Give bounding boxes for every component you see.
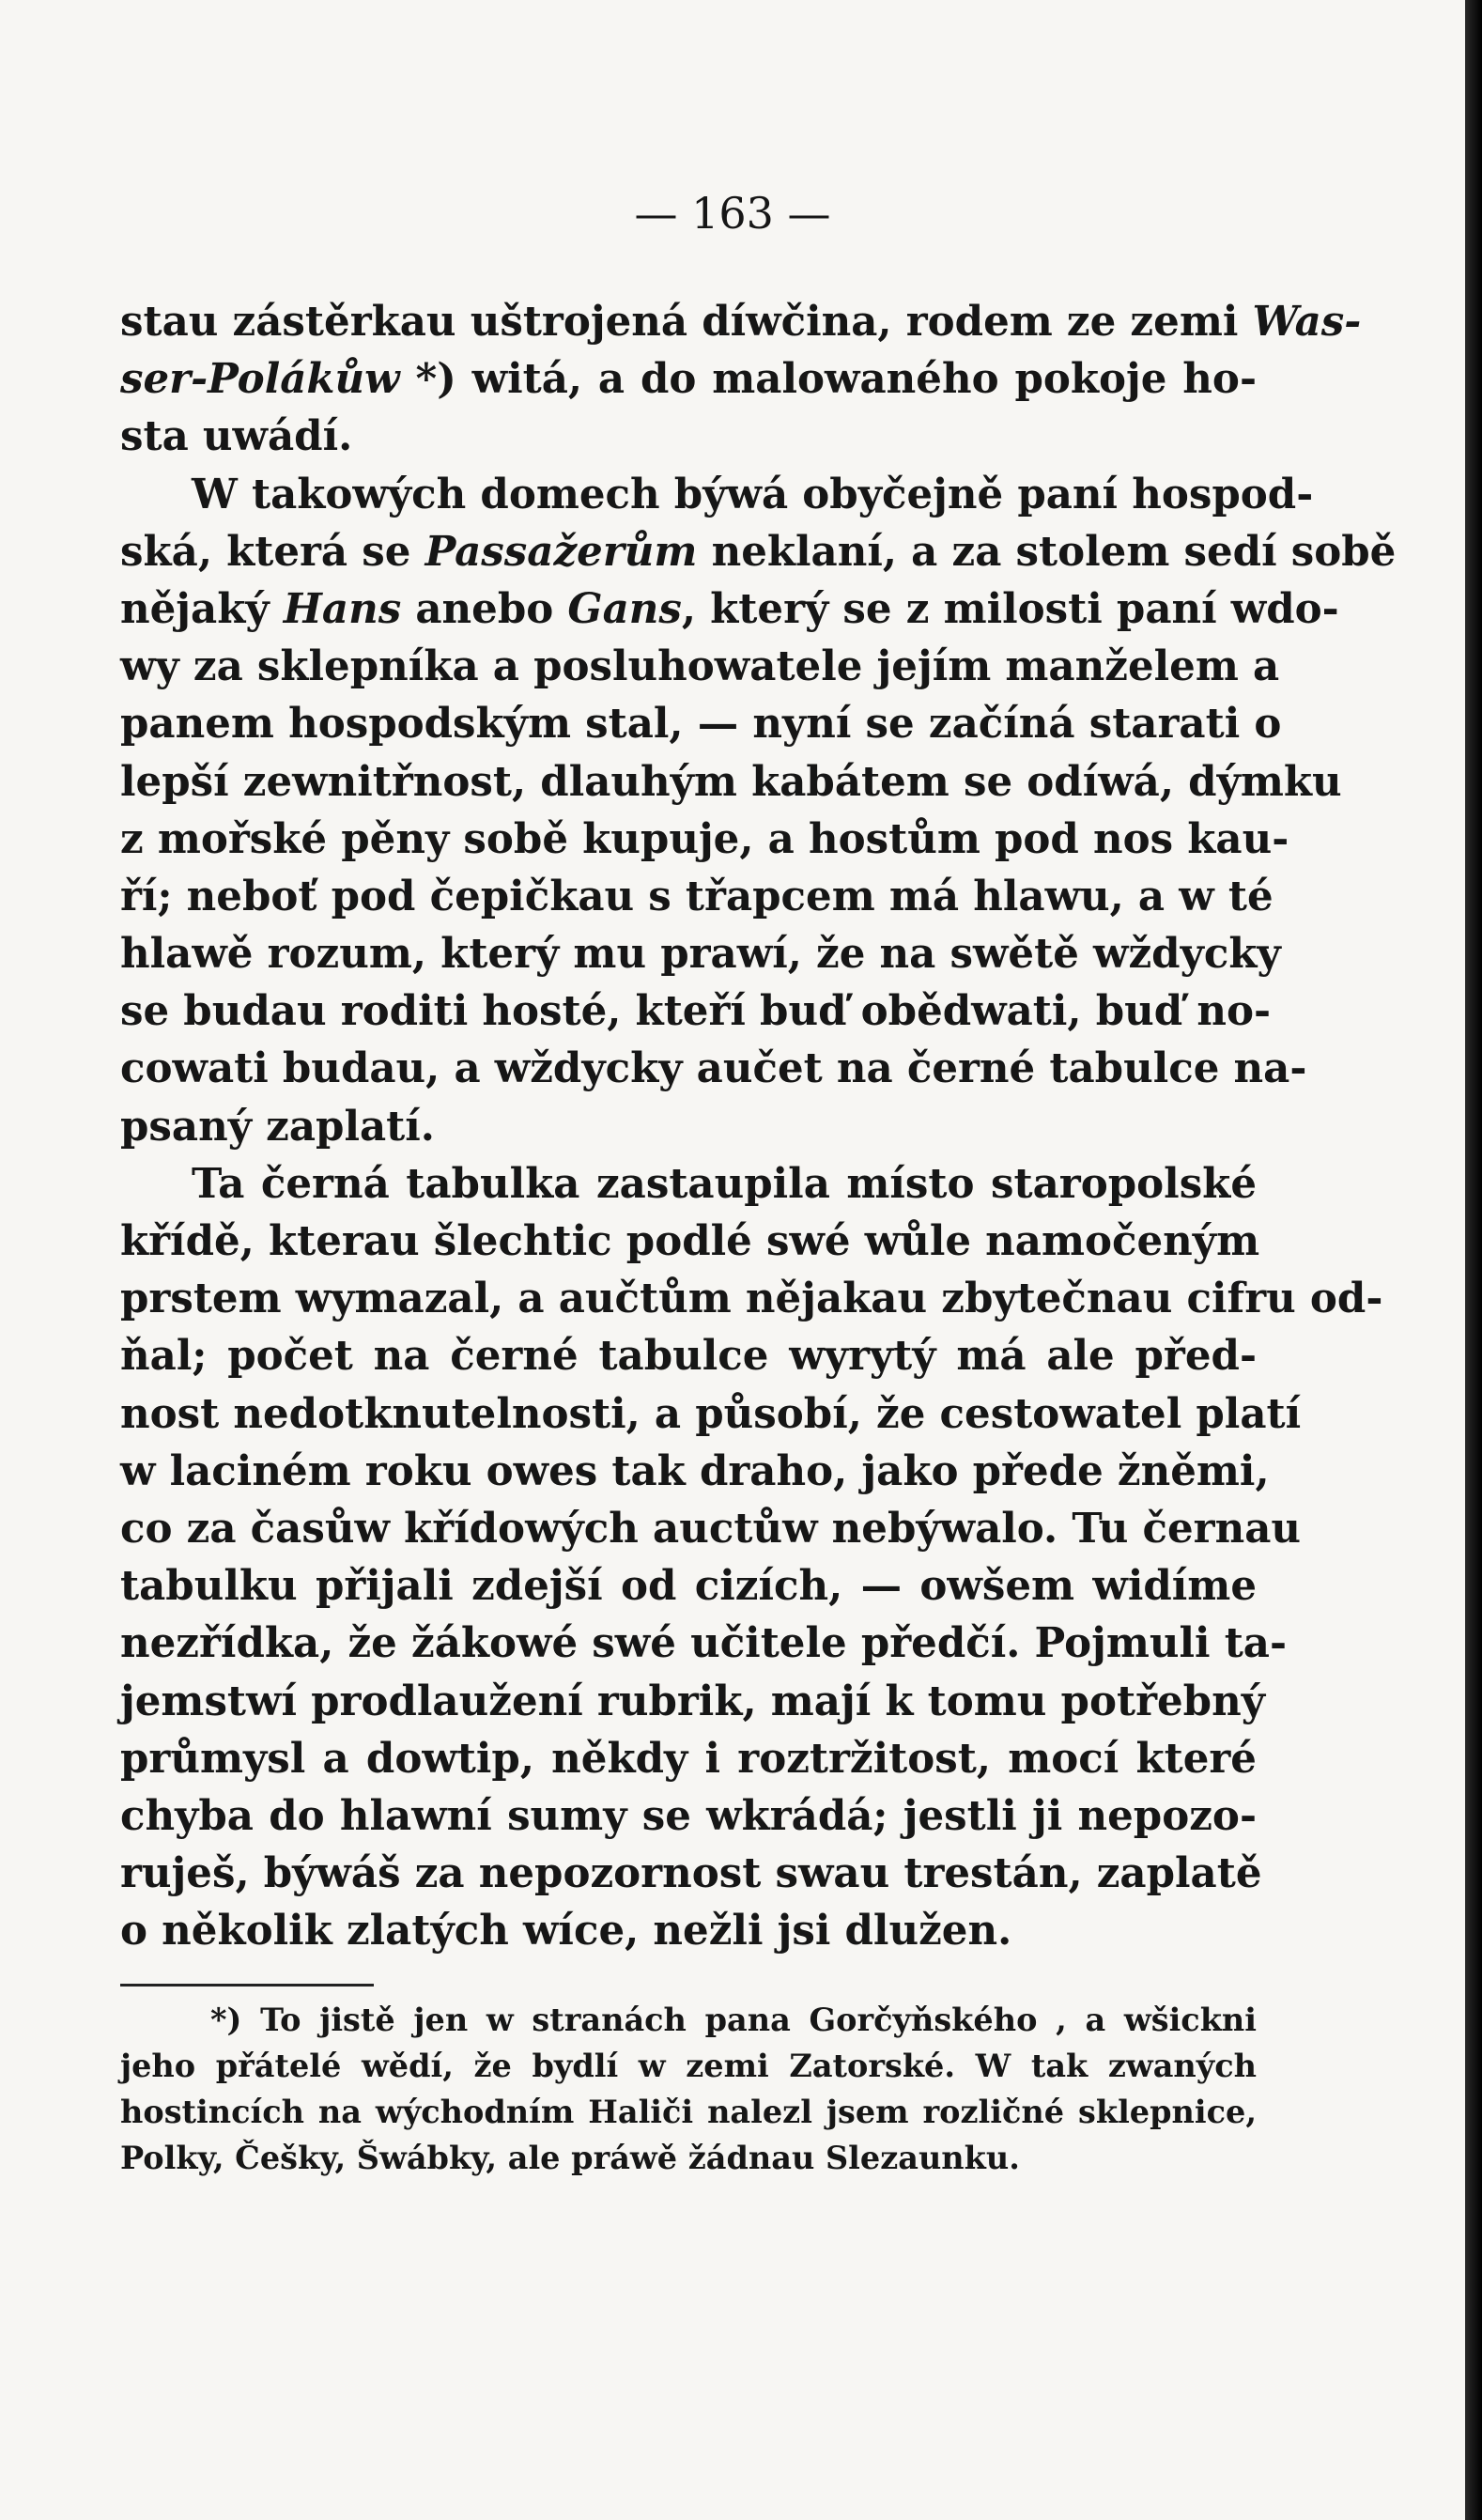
body-line	[120, 868, 1274, 925]
body-line	[120, 1213, 1260, 1270]
body-text-run: cowati budau, a wždycky aučet na černé tabulce na-	[120, 1044, 1307, 1093]
footnote-line: jeho přátelé wědí, že bydlí w zemi Zatorské. W tak zwaných	[120, 2048, 1257, 2084]
body-text-run: wy za sklepníka a posluhowatele jejím manželem a	[120, 642, 1280, 691]
body-text-run: neklaní, a za stolem sedí sobě	[697, 527, 1397, 576]
body-line	[120, 753, 1342, 811]
body-line	[120, 350, 1257, 408]
body-line	[120, 580, 1339, 638]
body-text-run: ská, která se	[120, 527, 425, 576]
body-text-run: o několik zlatých wíce, nežli jsi dlužen.	[120, 1907, 1012, 1956]
body-line	[120, 1902, 1257, 1959]
body-line	[120, 925, 1281, 982]
body-line	[120, 1730, 1257, 1787]
body-line	[120, 1385, 1302, 1443]
body-text-run: tabulku přijali zdejší od cizích, — owšem widíme	[120, 1562, 1257, 1611]
body-text-run: hlawě rozum, který mu prawí, že na swětě wždycky	[120, 930, 1281, 979]
body-text-run: *) witá, a do malowaného pokoje ho-	[399, 355, 1257, 404]
body-line	[120, 1443, 1270, 1500]
body-text-run: W takowých domech býwá obyčejně paní hospod-	[192, 470, 1314, 518]
body-text-run: průmysl a dowtip, někdy i roztržitost, mocí které	[120, 1734, 1257, 1783]
body-line	[120, 982, 1272, 1040]
italic-text-run: Hans	[283, 584, 402, 633]
body-text-run: z mořské pěny sobě kupuje, a hostům pod nos kau-	[120, 814, 1289, 863]
footnote-line: *) To jistě jen w stranách pana Gorčyňského , a wšickni	[210, 2002, 1257, 2038]
body-line	[120, 1673, 1265, 1730]
body-text-run: ňal; počet na černé tabulce wyrytý má ale před-	[120, 1332, 1257, 1381]
body-text-run: prstem wymazal, a aučtům nějakau zbytečnau cifru od-	[120, 1275, 1383, 1323]
body-line	[120, 695, 1282, 752]
body-text-run: jemstwí prodlaužení rubrik, mají k tomu potřebný	[120, 1677, 1265, 1725]
body-text-run: ří; neboť pod čepičkau s třapcem má hlawu, a w té	[120, 872, 1274, 920]
body-line	[120, 1155, 1257, 1213]
body-text-run: Ta černá tabulka zastaupila místo staropolské	[192, 1159, 1257, 1208]
footnote-line: Polky, Češky, Šwábky, ale práwě žádnau Slezaunku.	[120, 2140, 1020, 2176]
body-text-run: křídě, kterau šlechtic podlé swé wůle namočeným	[120, 1217, 1260, 1265]
body-line	[120, 523, 1397, 580]
body-text-run: panem hospodským stal, — nyní se začíná starati o	[120, 700, 1282, 749]
body-text-run: anebo	[401, 584, 568, 633]
body-text-run: w laciném roku owes tak draho, jako přede žněmi,	[120, 1446, 1270, 1495]
italic-text-run: Passažerům	[425, 527, 698, 576]
body-line	[120, 1615, 1288, 1672]
italic-text-run: Gans	[567, 584, 682, 633]
body-line	[120, 1845, 1262, 1902]
body-line	[120, 1500, 1302, 1557]
body-text-run: nost nedotknutelnosti, a působí, že cestowatel platí	[120, 1389, 1302, 1438]
body-text-run: sta uwádí.	[120, 412, 353, 461]
body-line	[120, 1787, 1257, 1845]
body-line	[120, 466, 1314, 523]
body-line	[120, 1270, 1383, 1327]
body-text-run: chyba do hlawní sumy se wkrádá; jestli ji nepozo-	[120, 1791, 1257, 1840]
body-text-run: , který se z milosti paní wdo-	[681, 584, 1339, 633]
body-text-run: ruješ, býwáš za nepozornost swau trestán, zaplatě	[120, 1849, 1262, 1898]
body-line	[120, 1327, 1257, 1384]
page-edge-shadow	[1465, 0, 1482, 2520]
body-line	[120, 1557, 1257, 1615]
body-text-run: se budau roditi hosté, kteří buď obědwati, buď no-	[120, 987, 1272, 1036]
body-text-run: nezřídka, že žákowé swé učitele předčí. Pojmuli ta-	[120, 1619, 1288, 1668]
footnote	[120, 1997, 1257, 2181]
footnote-line: hostincích na wýchodním Haliči nalezl jsem rozličné sklepnice,	[120, 2094, 1257, 2130]
body-text	[120, 293, 1397, 1959]
body-text-run: psaný zaplatí.	[120, 1102, 435, 1151]
page-number: — 163 —	[634, 188, 831, 239]
footnote-rule	[120, 1984, 374, 1987]
body-text-run: co za časůw křídowých auctůw nebýwalo. Tu černau	[120, 1504, 1302, 1553]
body-line	[120, 408, 1257, 465]
body-line	[120, 638, 1280, 695]
italic-text-run: ser-Polákůw	[120, 355, 400, 404]
body-line	[120, 811, 1289, 868]
body-text-run: nějaký	[120, 584, 284, 633]
body-line	[120, 293, 1362, 350]
italic-text-run: Was-	[1252, 298, 1362, 346]
body-line	[120, 1098, 1257, 1155]
body-text-run: stau zástěrkau uštrojená díwčina, rodem ze zemi	[120, 298, 1253, 346]
body-line	[120, 1040, 1307, 1097]
body-text-run: lepší zewnitřnost, dlauhým kabátem se odíwá, dýmku	[120, 757, 1342, 806]
